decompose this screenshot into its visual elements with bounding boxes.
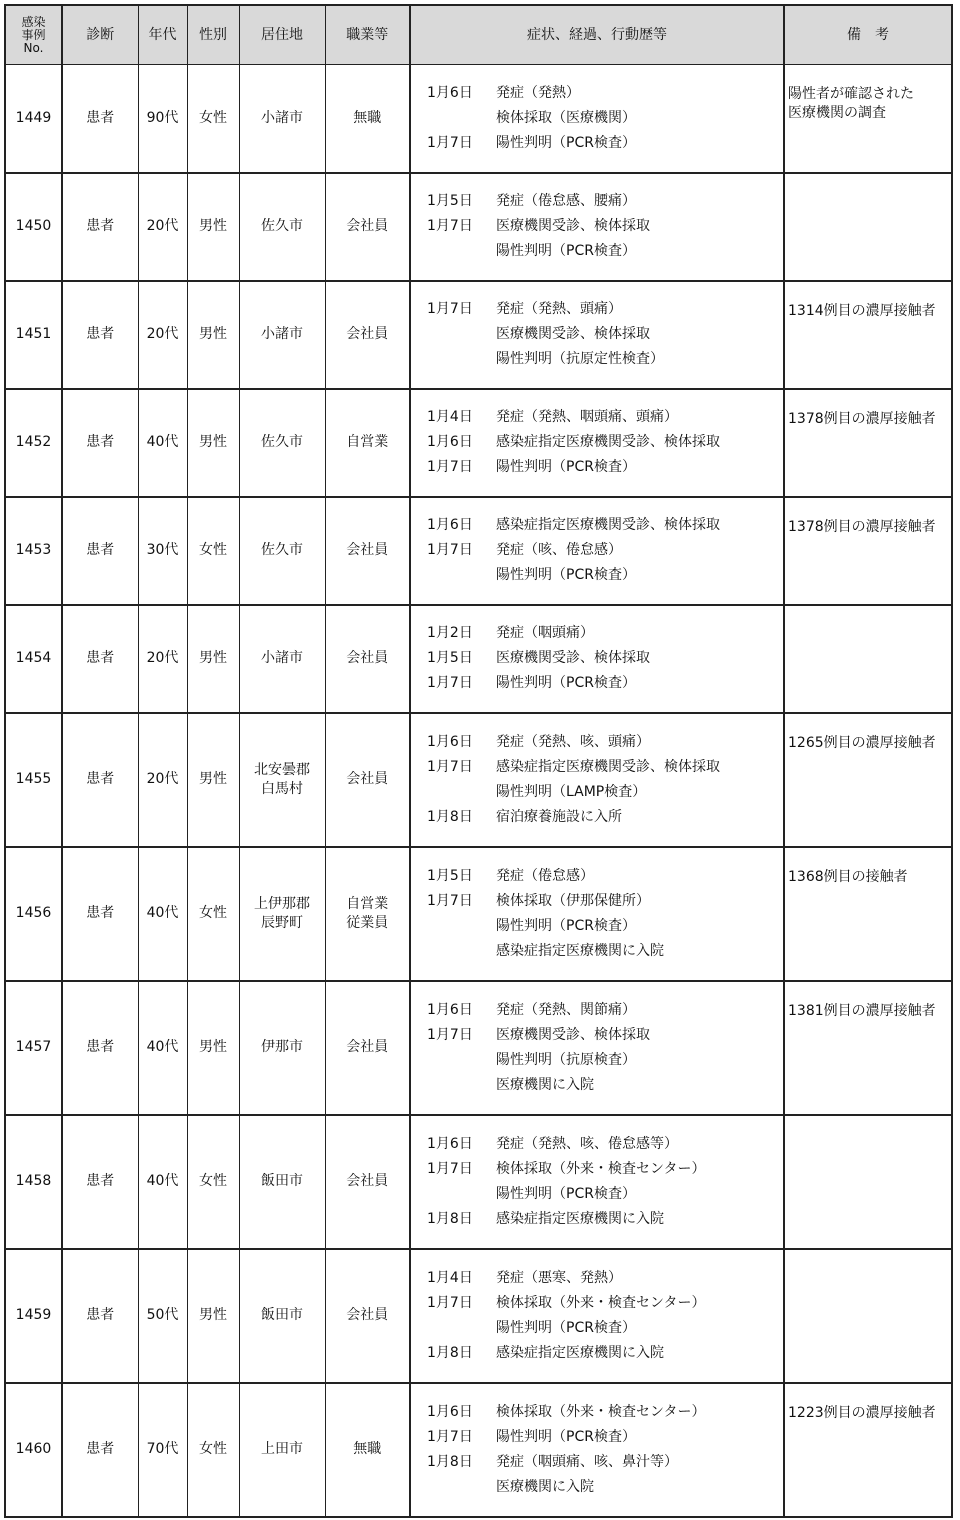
event-text: 感染症指定医療機関に入院 bbox=[496, 1344, 664, 1361]
residence-line: 小諸市 bbox=[261, 326, 303, 342]
course-cell bbox=[410, 605, 784, 713]
event-line bbox=[427, 81, 783, 106]
event-date: 1月7日 bbox=[427, 1160, 473, 1177]
event-text: 感染症指定医療機関に入院 bbox=[496, 942, 664, 959]
header-remarks: 備 考 bbox=[784, 5, 952, 65]
event-date bbox=[427, 1475, 496, 1500]
event-text: 発症（発熱、頭痛） bbox=[496, 301, 622, 317]
event-date: 1月8日 bbox=[427, 1453, 473, 1470]
event-line bbox=[427, 322, 783, 347]
header-diagnosis: 診断 bbox=[62, 5, 138, 65]
course-cell bbox=[410, 1249, 784, 1383]
occupation-cell bbox=[325, 281, 410, 389]
age-cell: 20代 bbox=[138, 281, 187, 389]
residence-cell bbox=[239, 497, 325, 605]
course-cell bbox=[410, 847, 784, 981]
occupation-cell bbox=[325, 605, 410, 713]
event-date bbox=[427, 939, 496, 964]
occupation-cell bbox=[325, 981, 410, 1115]
event-date: 1月7日 bbox=[427, 758, 473, 775]
residence-line: 飯田市 bbox=[261, 1173, 303, 1189]
event-line bbox=[427, 1266, 783, 1291]
course-cell bbox=[410, 65, 784, 173]
event-date: 1月8日 bbox=[427, 808, 473, 825]
remarks-line: 1314例目の濃厚接触者 bbox=[788, 302, 936, 319]
event-date bbox=[427, 1182, 496, 1207]
occupation-line: 会社員 bbox=[346, 1039, 389, 1055]
event-line bbox=[427, 430, 783, 455]
event-line bbox=[427, 347, 783, 372]
event-line bbox=[427, 621, 783, 646]
event-text: 発症（咽頭痛） bbox=[496, 625, 594, 641]
event-date: 1月6日 bbox=[427, 733, 473, 750]
event-line bbox=[427, 939, 783, 964]
event-line bbox=[427, 513, 783, 538]
event-text: 発症（倦怠感） bbox=[496, 867, 594, 884]
age-cell: 90代 bbox=[138, 65, 187, 173]
remarks-cell bbox=[784, 1249, 952, 1383]
course-cell bbox=[410, 173, 784, 281]
residence-line: 飯田市 bbox=[261, 1307, 303, 1323]
diagnosis-cell: 患者 bbox=[62, 847, 138, 981]
sex-cell: 男性 bbox=[187, 389, 239, 497]
remarks-line: 1378例目の濃厚接触者 bbox=[788, 410, 936, 427]
header-occupation: 職業等 bbox=[325, 5, 410, 65]
event-text: 検体採取（外来・検査センター） bbox=[496, 1160, 706, 1177]
diagnosis-cell: 患者 bbox=[62, 1115, 138, 1249]
occupation-line: 会社員 bbox=[346, 1307, 389, 1323]
event-date: 1月4日 bbox=[427, 1269, 473, 1286]
age-cell: 30代 bbox=[138, 497, 187, 605]
event-line bbox=[427, 1291, 783, 1316]
table-body bbox=[5, 65, 952, 1517]
event-date bbox=[427, 239, 496, 264]
residence-cell bbox=[239, 1115, 325, 1249]
age-cell: 40代 bbox=[138, 389, 187, 497]
residence-line: 辰野町 bbox=[261, 914, 303, 931]
event-line bbox=[427, 1475, 783, 1500]
event-text: 陽性判明（PCR検査） bbox=[496, 1319, 636, 1336]
sex-cell: 女性 bbox=[187, 847, 239, 981]
event-text: 医療機関受診、検体採取 bbox=[496, 218, 650, 234]
occupation-line: 自営業 bbox=[346, 434, 389, 450]
occupation-line: 会社員 bbox=[346, 650, 389, 666]
header-case-no-line2: 事例 bbox=[21, 27, 46, 42]
event-line bbox=[427, 671, 783, 696]
residence-cell bbox=[239, 605, 325, 713]
residence-line: 北安曇郡 bbox=[254, 761, 310, 778]
event-text: 検体採取（伊那保健所） bbox=[496, 892, 650, 909]
table-row bbox=[5, 1115, 952, 1249]
occupation-line: 会社員 bbox=[346, 771, 389, 787]
event-text: 発症（発熱、咳、頭痛） bbox=[496, 733, 650, 750]
event-text: 医療機関に入院 bbox=[496, 1478, 594, 1495]
event-date: 1月7日 bbox=[427, 1428, 473, 1445]
event-text: 医療機関受診、検体採取 bbox=[496, 1026, 650, 1043]
header-case-no-line1: 感染 bbox=[21, 14, 46, 29]
age-cell: 70代 bbox=[138, 1383, 187, 1517]
event-date: 1月4日 bbox=[427, 409, 473, 425]
occupation-cell bbox=[325, 713, 410, 847]
event-text: 陽性判明（PCR検査） bbox=[496, 1428, 636, 1445]
event-line bbox=[427, 214, 783, 239]
case-number-cell: 1452 bbox=[5, 389, 62, 497]
course-cell bbox=[410, 1383, 784, 1517]
event-date: 1月6日 bbox=[427, 1001, 473, 1018]
age-cell: 20代 bbox=[138, 605, 187, 713]
diagnosis-cell: 患者 bbox=[62, 65, 138, 173]
event-date bbox=[427, 106, 496, 131]
remarks-cell bbox=[784, 389, 952, 497]
event-text: 発症（発熱、咽頭痛、頭痛） bbox=[496, 409, 678, 425]
event-line bbox=[427, 1316, 783, 1341]
event-date: 1月7日 bbox=[427, 892, 473, 909]
event-line bbox=[427, 998, 783, 1023]
event-date bbox=[427, 322, 496, 347]
age-cell: 50代 bbox=[138, 1249, 187, 1383]
event-date: 1月7日 bbox=[427, 134, 473, 151]
occupation-line: 会社員 bbox=[346, 326, 389, 342]
event-text: 陽性判明（PCR検査） bbox=[496, 134, 636, 151]
event-date bbox=[427, 1048, 496, 1073]
sex-cell: 男性 bbox=[187, 281, 239, 389]
event-date: 1月8日 bbox=[427, 1344, 473, 1361]
event-line bbox=[427, 1182, 783, 1207]
event-date: 1月6日 bbox=[427, 1403, 473, 1420]
event-line bbox=[427, 1450, 783, 1475]
residence-line: 白馬村 bbox=[261, 780, 303, 797]
residence-cell bbox=[239, 281, 325, 389]
header-course: 症状、経過、行動歴等 bbox=[410, 5, 784, 65]
event-text: 陽性判明（PCR検査） bbox=[496, 1185, 636, 1202]
diagnosis-cell: 患者 bbox=[62, 497, 138, 605]
remarks-cell bbox=[784, 847, 952, 981]
event-date: 1月7日 bbox=[427, 1294, 473, 1311]
event-line bbox=[427, 1400, 783, 1425]
event-text: 発症（悪寒、発熱） bbox=[496, 1269, 622, 1286]
event-line bbox=[427, 297, 783, 322]
event-date bbox=[427, 347, 496, 372]
event-line bbox=[427, 755, 783, 780]
diagnosis-cell: 患者 bbox=[62, 281, 138, 389]
event-text: 陽性判明（LAMP検査） bbox=[496, 783, 647, 800]
table-row bbox=[5, 847, 952, 981]
diagnosis-cell: 患者 bbox=[62, 173, 138, 281]
table-row bbox=[5, 713, 952, 847]
event-text: 検体採取（外来・検査センター） bbox=[496, 1294, 706, 1311]
residence-line: 伊那市 bbox=[261, 1039, 303, 1055]
remarks-cell bbox=[784, 281, 952, 389]
event-line bbox=[427, 239, 783, 264]
event-date: 1月7日 bbox=[427, 542, 473, 558]
residence-cell bbox=[239, 981, 325, 1115]
occupation-cell bbox=[325, 65, 410, 173]
residence-line: 佐久市 bbox=[261, 434, 303, 450]
event-date: 1月7日 bbox=[427, 459, 473, 475]
sex-cell: 女性 bbox=[187, 65, 239, 173]
residence-line: 佐久市 bbox=[261, 542, 303, 558]
event-date: 1月5日 bbox=[427, 193, 473, 209]
event-text: 陽性判明（抗原検査） bbox=[496, 1051, 636, 1068]
residence-line: 佐久市 bbox=[261, 218, 303, 234]
case-number-cell: 1460 bbox=[5, 1383, 62, 1517]
event-date bbox=[427, 1073, 496, 1098]
case-number-cell: 1450 bbox=[5, 173, 62, 281]
event-text: 宿泊療養施設に入所 bbox=[496, 808, 622, 825]
table-row bbox=[5, 981, 952, 1115]
event-text: 医療機関受診、検体採取 bbox=[496, 326, 650, 342]
event-text: 感染症指定医療機関に入院 bbox=[496, 1210, 664, 1227]
event-line bbox=[427, 106, 783, 131]
remarks-cell bbox=[784, 497, 952, 605]
remarks-line: 医療機関の調査 bbox=[788, 105, 886, 121]
table-row bbox=[5, 1383, 952, 1517]
occupation-line: 自営業 bbox=[346, 895, 389, 912]
diagnosis-cell: 患者 bbox=[62, 713, 138, 847]
event-line bbox=[427, 914, 783, 939]
case-number-cell: 1453 bbox=[5, 497, 62, 605]
event-line bbox=[427, 805, 783, 830]
remarks-cell bbox=[784, 173, 952, 281]
occupation-cell bbox=[325, 1115, 410, 1249]
event-text: 検体採取（医療機関） bbox=[496, 109, 636, 126]
remarks-line: 1378例目の濃厚接触者 bbox=[788, 518, 936, 535]
remarks-cell bbox=[784, 605, 952, 713]
residence-cell bbox=[239, 389, 325, 497]
residence-cell bbox=[239, 713, 325, 847]
event-text: 感染症指定医療機関受診、検体採取 bbox=[496, 434, 720, 450]
age-cell: 20代 bbox=[138, 173, 187, 281]
occupation-cell bbox=[325, 1249, 410, 1383]
course-cell bbox=[410, 713, 784, 847]
event-text: 発症（発熱） bbox=[496, 84, 580, 101]
occupation-cell bbox=[325, 389, 410, 497]
sex-cell: 男性 bbox=[187, 981, 239, 1115]
occupation-line: 無職 bbox=[353, 1441, 382, 1457]
event-text: 発症（発熱、咳、倦怠感等） bbox=[496, 1135, 678, 1152]
event-text: 発症（咽頭痛、咳、鼻汁等） bbox=[496, 1453, 678, 1470]
event-text: 検体採取（外来・検査センター） bbox=[496, 1403, 706, 1420]
event-line bbox=[427, 1048, 783, 1073]
event-text: 発症（倦怠感、腰痛） bbox=[496, 193, 636, 209]
remarks-cell bbox=[784, 1115, 952, 1249]
event-date: 1月7日 bbox=[427, 1026, 473, 1043]
occupation-cell bbox=[325, 497, 410, 605]
diagnosis-cell: 患者 bbox=[62, 1249, 138, 1383]
event-line bbox=[427, 1132, 783, 1157]
age-cell: 40代 bbox=[138, 981, 187, 1115]
residence-line: 小諸市 bbox=[261, 650, 303, 666]
header-case-no bbox=[5, 5, 62, 65]
remarks-line: 陽性者が確認された bbox=[788, 86, 914, 102]
course-cell bbox=[410, 281, 784, 389]
sex-cell: 男性 bbox=[187, 1249, 239, 1383]
event-date: 1月5日 bbox=[427, 867, 473, 884]
remarks-line: 1381例目の濃厚接触者 bbox=[788, 1002, 936, 1019]
case-number-cell: 1451 bbox=[5, 281, 62, 389]
table-row bbox=[5, 389, 952, 497]
event-line bbox=[427, 189, 783, 214]
table-row bbox=[5, 1249, 952, 1383]
sex-cell: 女性 bbox=[187, 1383, 239, 1517]
case-number-cell: 1454 bbox=[5, 605, 62, 713]
residence-line: 上田市 bbox=[261, 1441, 303, 1457]
event-text: 陽性判明（PCR検査） bbox=[496, 243, 636, 259]
diagnosis-cell: 患者 bbox=[62, 1383, 138, 1517]
event-date: 1月8日 bbox=[427, 1210, 473, 1227]
remarks-cell bbox=[784, 713, 952, 847]
occupation-line: 会社員 bbox=[346, 1173, 389, 1189]
case-number-cell: 1456 bbox=[5, 847, 62, 981]
header-age: 年代 bbox=[138, 5, 187, 65]
table-row bbox=[5, 173, 952, 281]
event-text: 陽性判明（PCR検査） bbox=[496, 675, 636, 691]
occupation-line: 無職 bbox=[353, 109, 382, 126]
event-text: 陽性判明（PCR検査） bbox=[496, 459, 636, 475]
remarks-line: 1265例目の濃厚接触者 bbox=[788, 734, 936, 751]
event-line bbox=[427, 1425, 783, 1450]
table-row bbox=[5, 281, 952, 389]
residence-line: 小諸市 bbox=[261, 109, 303, 126]
event-date: 1月6日 bbox=[427, 84, 473, 101]
case-table bbox=[4, 4, 953, 1518]
event-line bbox=[427, 864, 783, 889]
event-date: 1月7日 bbox=[427, 675, 473, 691]
table-header bbox=[5, 5, 952, 65]
event-line bbox=[427, 1341, 783, 1366]
event-text: 発症（咳、倦怠感） bbox=[496, 542, 622, 558]
case-number-cell: 1459 bbox=[5, 1249, 62, 1383]
occupation-line: 会社員 bbox=[346, 542, 389, 558]
event-line bbox=[427, 1023, 783, 1048]
case-number-cell: 1458 bbox=[5, 1115, 62, 1249]
remarks-line: 1223例目の濃厚接触者 bbox=[788, 1404, 936, 1421]
event-line bbox=[427, 538, 783, 563]
header-case-no-line3: No. bbox=[23, 40, 44, 55]
event-line bbox=[427, 646, 783, 671]
event-line bbox=[427, 1207, 783, 1232]
event-line bbox=[427, 780, 783, 805]
event-text: 陽性判明（PCR検査） bbox=[496, 917, 636, 934]
event-line bbox=[427, 1157, 783, 1182]
course-cell bbox=[410, 981, 784, 1115]
event-text: 陽性判明（抗原定性検査） bbox=[496, 351, 664, 367]
age-cell: 40代 bbox=[138, 847, 187, 981]
event-text: 感染症指定医療機関受診、検体採取 bbox=[496, 517, 720, 533]
course-cell bbox=[410, 389, 784, 497]
sex-cell: 男性 bbox=[187, 173, 239, 281]
event-line bbox=[427, 1073, 783, 1098]
residence-line: 上伊那郡 bbox=[254, 895, 310, 912]
course-cell bbox=[410, 1115, 784, 1249]
sex-cell: 女性 bbox=[187, 497, 239, 605]
remarks-cell bbox=[784, 1383, 952, 1517]
event-line bbox=[427, 131, 783, 156]
table-row bbox=[5, 497, 952, 605]
sex-cell: 男性 bbox=[187, 605, 239, 713]
residence-cell bbox=[239, 173, 325, 281]
occupation-cell bbox=[325, 847, 410, 981]
event-date bbox=[427, 780, 496, 805]
event-text: 発症（発熱、関節痛） bbox=[496, 1001, 636, 1018]
remarks-cell bbox=[784, 65, 952, 173]
occupation-cell bbox=[325, 1383, 410, 1517]
event-date: 1月7日 bbox=[427, 218, 473, 234]
event-line bbox=[427, 730, 783, 755]
sex-cell: 女性 bbox=[187, 1115, 239, 1249]
event-date bbox=[427, 563, 496, 588]
case-number-cell: 1455 bbox=[5, 713, 62, 847]
residence-cell bbox=[239, 1383, 325, 1517]
table-row bbox=[5, 65, 952, 173]
event-date: 1月6日 bbox=[427, 434, 473, 450]
event-text: 医療機関受診、検体採取 bbox=[496, 650, 650, 666]
diagnosis-cell: 患者 bbox=[62, 389, 138, 497]
header-sex: 性別 bbox=[187, 5, 239, 65]
case-number-cell: 1449 bbox=[5, 65, 62, 173]
course-cell bbox=[410, 497, 784, 605]
table-row bbox=[5, 605, 952, 713]
diagnosis-cell: 患者 bbox=[62, 981, 138, 1115]
event-line bbox=[427, 563, 783, 588]
occupation-cell bbox=[325, 173, 410, 281]
event-date: 1月7日 bbox=[427, 301, 473, 317]
sex-cell: 男性 bbox=[187, 713, 239, 847]
diagnosis-cell: 患者 bbox=[62, 605, 138, 713]
event-date bbox=[427, 914, 496, 939]
remarks-cell bbox=[784, 981, 952, 1115]
case-number-cell: 1457 bbox=[5, 981, 62, 1115]
residence-cell bbox=[239, 847, 325, 981]
event-date: 1月2日 bbox=[427, 625, 473, 641]
event-text: 医療機関に入院 bbox=[496, 1076, 594, 1093]
residence-cell bbox=[239, 65, 325, 173]
event-line bbox=[427, 405, 783, 430]
occupation-line: 従業員 bbox=[346, 914, 389, 931]
header-residence: 居住地 bbox=[239, 5, 325, 65]
event-date bbox=[427, 1316, 496, 1341]
age-cell: 20代 bbox=[138, 713, 187, 847]
event-text: 感染症指定医療機関受診、検体採取 bbox=[496, 758, 720, 775]
event-date: 1月5日 bbox=[427, 650, 473, 666]
event-date: 1月6日 bbox=[427, 1135, 473, 1152]
event-line bbox=[427, 889, 783, 914]
event-date: 1月6日 bbox=[427, 517, 473, 533]
age-cell: 40代 bbox=[138, 1115, 187, 1249]
occupation-line: 会社員 bbox=[346, 218, 389, 234]
remarks-line: 1368例目の接触者 bbox=[788, 868, 908, 885]
event-text: 陽性判明（PCR検査） bbox=[496, 567, 636, 583]
residence-cell bbox=[239, 1249, 325, 1383]
event-line bbox=[427, 455, 783, 480]
